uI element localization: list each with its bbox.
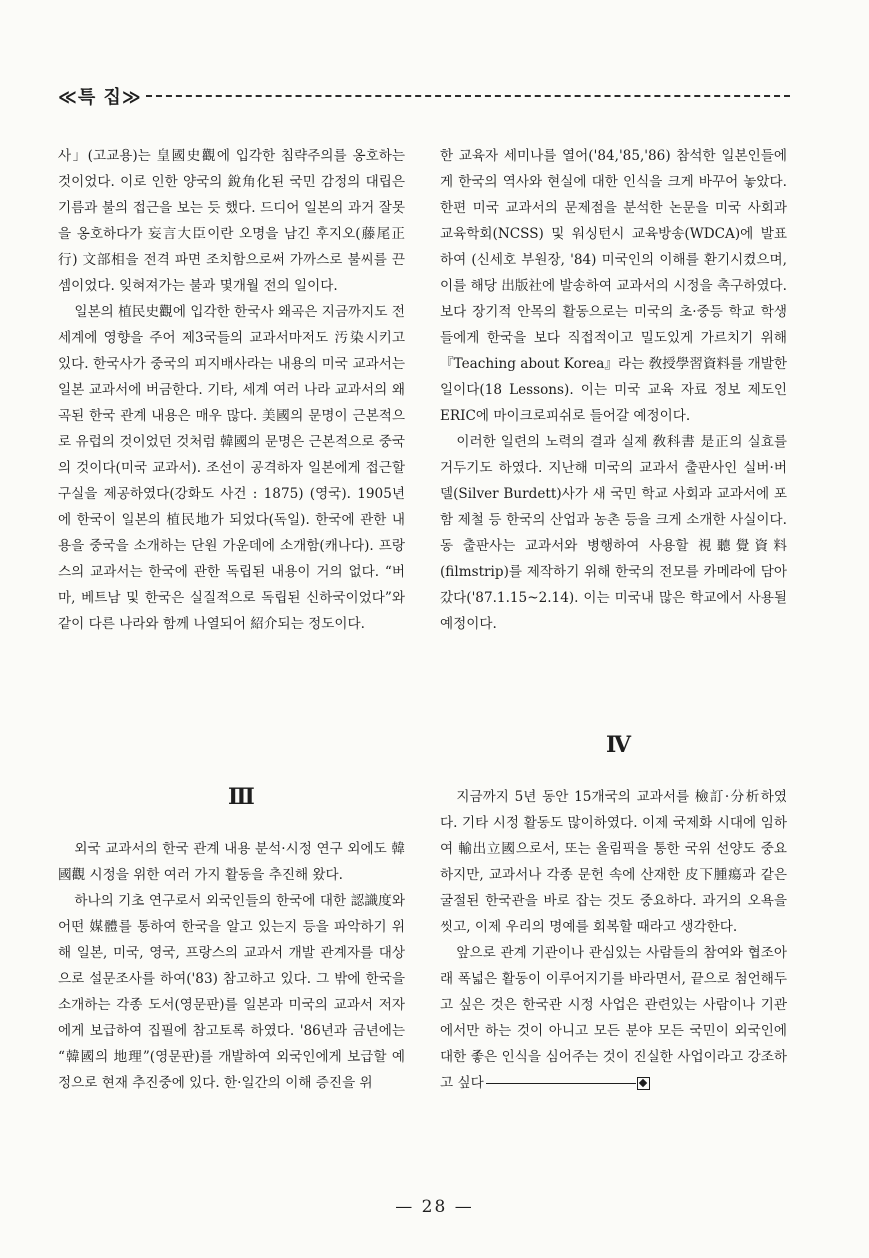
right-column-top	[440, 143, 787, 637]
left-column-bottom	[58, 836, 405, 1096]
paragraph: 지금까지 5년 동안 15개국의 교과서를 檢訂·分析하였다. 기타 시정 활동도 많이하였다. 이제 국제화 시대에 임하여 輸出立國으로서, 또는 올림픽을 통한 국위 선양도 중요하지만, 교과서나 각종 문헌 속에 산재한 皮下腫瘍과 같은 굴절된 한국관을 바로 잡는 것도 중요하다. 과거의 오욕을 씻고, 이제 우리의 명예를 회복할 때라고 생각한다.	[440, 789, 787, 935]
paragraph: 사」(고교용)는 皇國史觀에 입각한 침략주의를 옹호하는 것이었다. 이로 인한 양국의 銳角化된 국민 감정의 대립은 기름과 불의 접근을 보는 듯 했다. 드디어 일본의 과거 잘못을 옹호하다가 妄言大臣이란 오명을 남긴 후지오(藤尾正行) 文部相을 전격 파면 조치함으로써 가까스로 불씨를 끈 셈이었다. 잊혀져가는 불과 몇개월 전의 일이다.	[58, 148, 405, 294]
header-rule	[146, 95, 790, 97]
right-column-bottom	[440, 784, 787, 1096]
page-number: — 28 —	[395, 1197, 474, 1217]
paragraph: 외국 교과서의 한국 관계 내용 분석·시정 연구 외에도 韓國觀 시정을 위한 여러 가지 활동을 추진해 왔다.	[58, 841, 405, 883]
paragraph-text: 앞으로 관계 기관이나 관심있는 사람들의 참여와 협조아래 폭넓은 활동이 이루어지기를 바라면서, 끝으로 첨언해두고 싶은 것은 한국관 시정 사업은 관련있는 사람이나 기관에서만 하는 것이 아니고 모든 분야 모든 국민이 외국인에 대한 좋은 인식을 심어주는 것이 진실한 사업이라고 강조하고 싶다	[440, 945, 787, 1091]
paragraph-with-end-mark	[440, 940, 787, 1096]
section-heading-iii: Ⅲ	[228, 784, 255, 810]
paragraph: 일본의 植民史觀에 입각한 한국사 왜곡은 지금까지도 전 세계에 영향을 주어 제3국들의 교과서마저도 汚染시키고 있다. 한국사가 중국의 피지배사라는 내용의 미국 교과서는 일본 교과서에 버금한다. 기타, 세계 여러 나라 교과서의 왜곡된 한국 관계 내용은 매우 많다. 美國의 문명이 근본적으로 유럽의 것이었던 것처럼 韓國의 문명은 근본적으로 중국의 것이다(미국 교과서). 조선이 공격하자 일본에게 접근할 구실을 제공하였다(강화도 사건 : 1875) (영국). 1905년에 한국이 일본의 植民地가 되었다(독일). 한국에 관한 내용을 중국을 소개하는 단원 가운데에 소개함(캐나다). 프랑스의 교과서는 한국에 관한 독립된 내용이 거의 없다. “버마, 베트남 및 한국은 실질적으로 독립된 신하국이었다”와 같이 다른 나라와 함께 나열되어 紹介되는 정도이다.	[58, 304, 405, 632]
paragraph: 한 교육자 세미나를 열어('84,'85,'86) 참석한 일본인들에게 한국의 역사와 현실에 대한 인식을 크게 바꾸어 놓았다. 한편 미국 교과서의 문제점을 분석한 논문을 미국 사회과 교육학회(NCSS) 및 워싱턴시 교육방송(WDCA)에 발표하여 (신세호 부원장, '84) 미국인의 이해를 환기시켰으며, 이를 해당 出版社에 발송하여 교과서의 시정을 촉구하였다. 보다 장기적 안목의 활동으로는 미국의 초·중등 학교 학생들에게 한국을 보다 직접적이고 밀도있게 가르치기 위해 『Teaching about Korea』라는 敎授學習資料를 개발한 일이다(18 Lessons). 이는 미국 교육 자료 정보 제도인 ERIC에 마이크로피쉬로 들어갈 예정이다.	[440, 148, 787, 424]
section-heading-iv: Ⅳ	[606, 732, 631, 758]
header-label: ≪특 집≫	[58, 87, 142, 108]
paragraph: 이러한 일련의 노력의 결과 실제 敎科書 是正의 실효를 거두기도 하였다. 지난해 미국의 교과서 출판사인 실버·버델(Silver Burdett)사가 새 국민 학교 사회과 교과서에 포함 제철 등 한국의 산업과 농촌 등을 크게 소개한 사실이다. 동 출판사는 교과서와 병행하여 사용할 視聽覺資料(filmstrip)를 제작하기 위해 한국의 전모를 카메라에 담아갔다('87.1.15~2.14). 이는 미국내 많은 학교에서 사용될 예정이다.	[440, 434, 787, 632]
left-column-top	[58, 143, 405, 637]
end-rule	[486, 1083, 636, 1084]
paragraph: 하나의 기초 연구로서 외국인들의 한국에 대한 認識度와 어떤 媒體를 통하여 한국을 알고 있는지 등을 파악하기 위해 일본, 미국, 영국, 프랑스의 교과서 개발 관계자를 대상으로 설문조사를 하여('83) 참고하고 있다. 그 밖에 한국을 소개하는 각종 도서(영문판)를 일본과 미국의 교과서 저자에게 보급하여 집필에 참고토록 하였다. '86년과 금년에는 “韓國의 地理”(영문판)를 개발하여 외국인에게 보급할 예정으로 현재 추진중에 있다. 한·일간의 이해 증진을 위	[58, 893, 405, 1091]
section-header	[58, 82, 790, 110]
end-mark-icon	[637, 1077, 650, 1090]
